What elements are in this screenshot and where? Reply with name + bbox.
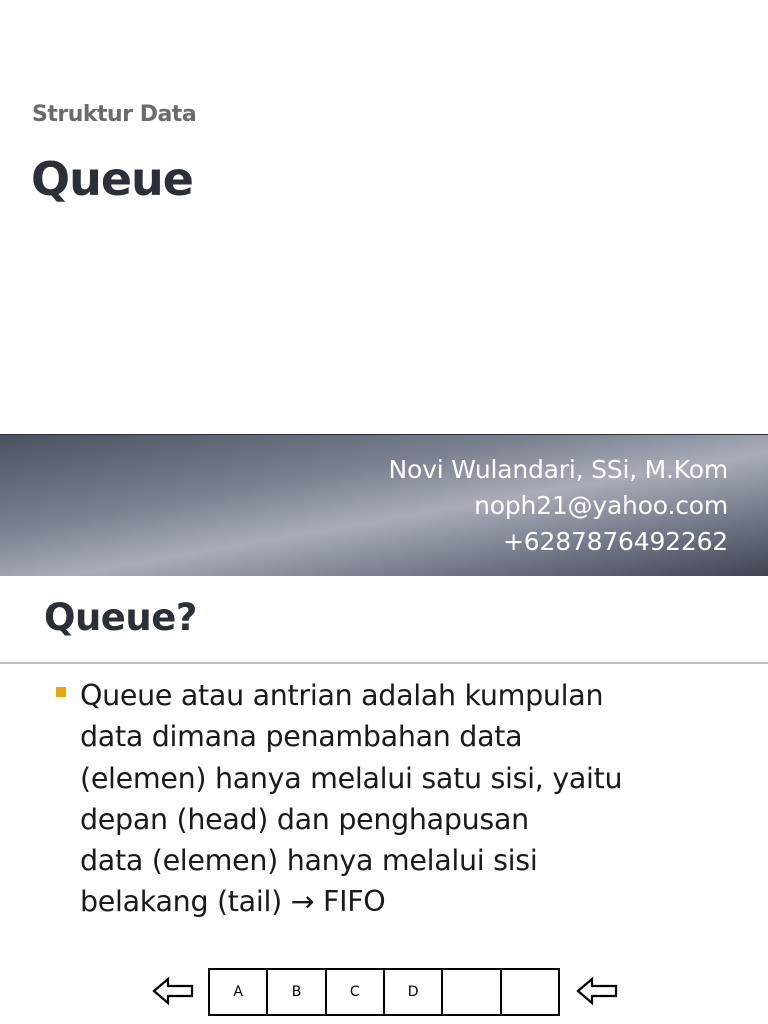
bullet-square-icon: [56, 687, 66, 697]
left-arrow-out-icon: [152, 976, 194, 1006]
bullet-line: (elemen) hanya melalui satu sisi, yaitu: [80, 761, 623, 795]
left-arrow-in-icon: [576, 976, 618, 1006]
slide-subtitle: Struktur Data: [32, 102, 197, 127]
queue-cell: C: [327, 970, 385, 1014]
queue-cell: A: [210, 970, 268, 1014]
author-band: [0, 434, 768, 577]
queue-cell: [502, 970, 558, 1014]
definition-slide: [0, 576, 768, 1024]
bullet-line: depan (head) dan penghapusan: [80, 802, 529, 836]
queue-cell: D: [385, 970, 443, 1014]
slide-title: Queue: [31, 152, 193, 206]
bullet-text: [80, 675, 730, 923]
queue-cell: [443, 970, 501, 1014]
author-info: [389, 452, 728, 560]
author-name: Novi Wulandari, SSi, M.Kom: [388, 455, 728, 484]
heading-divider: [0, 662, 768, 664]
slide-heading: Queue?: [44, 596, 197, 639]
queue-cell: B: [268, 970, 326, 1014]
bullet-line: data dimana penambahan data: [80, 720, 523, 754]
author-email: noph21@yahoo.com: [474, 491, 728, 520]
bullet-line: Queue atau antrian adalah kumpulan: [80, 679, 604, 712]
author-phone: +6287876492262: [503, 527, 728, 556]
queue-cells: [208, 968, 560, 1016]
bullet-line: data (elemen) hanya melalui sisi: [80, 844, 538, 878]
queue-diagram: [0, 966, 768, 1024]
bullet-line: belakang (tail) → FIFO: [80, 885, 386, 919]
